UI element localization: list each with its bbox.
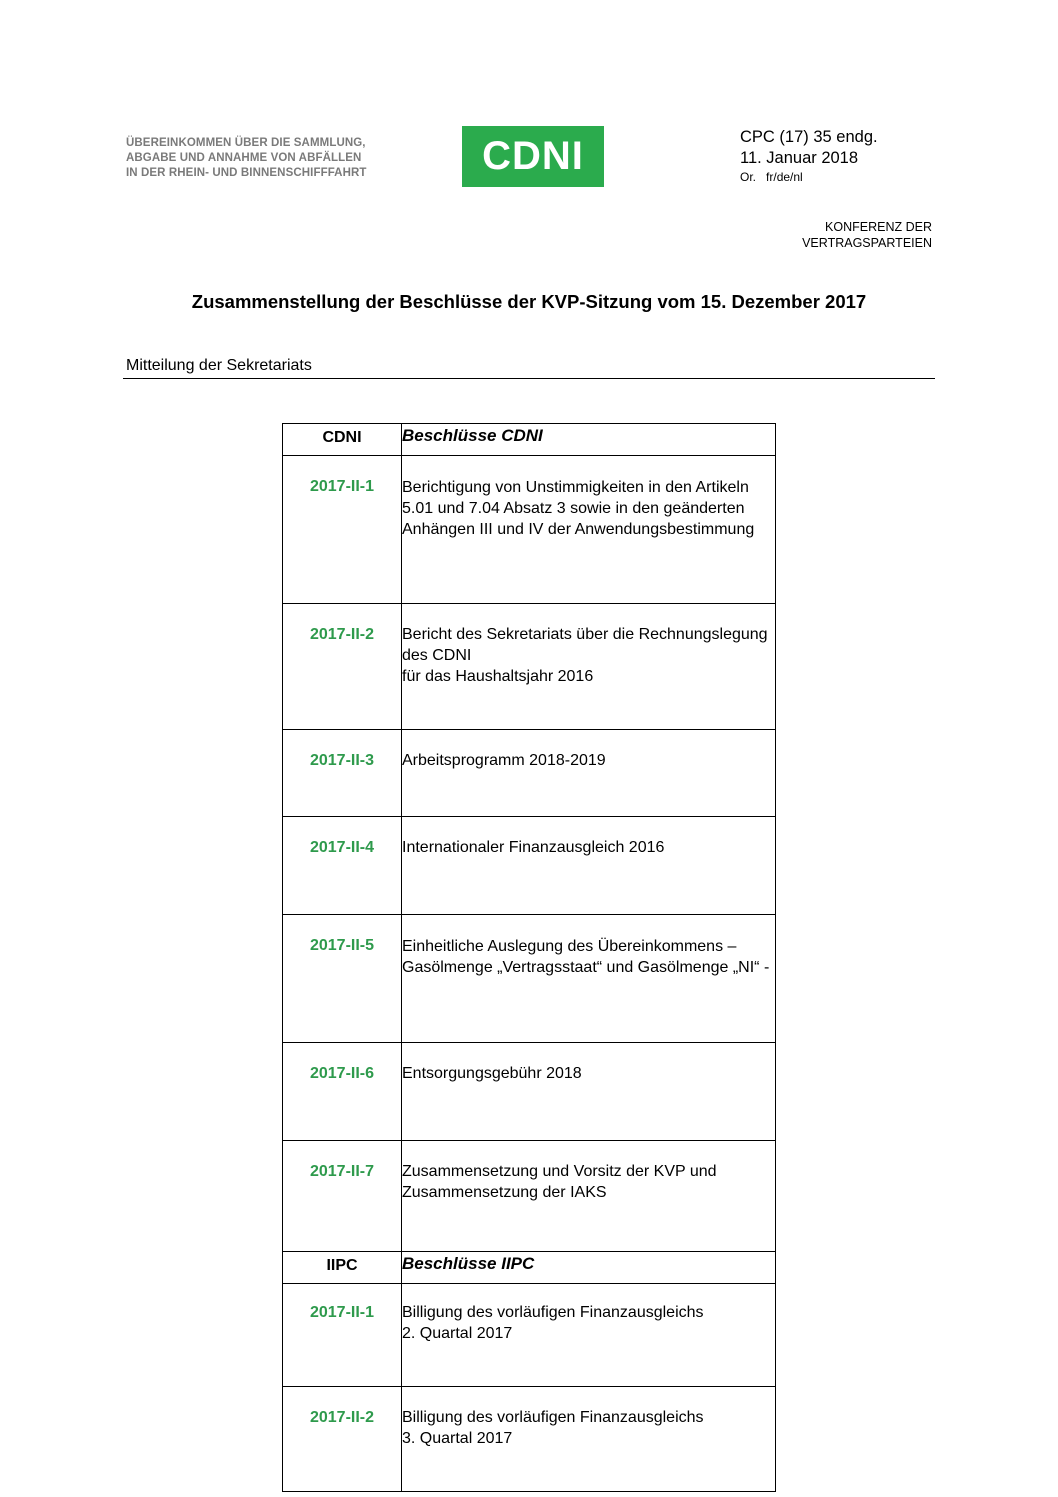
decision-text: Bericht des Sekretariats über die Rechnungslegung des CDNI für das Haushaltsjahr 2016 (402, 604, 776, 730)
org-line: IN DER RHEIN- UND BINNENSCHIFFFAHRT (126, 167, 367, 179)
decision-code-cell (283, 817, 402, 915)
decision-code: 2017-II-2 (309, 626, 375, 643)
page-title: Zusammenstellung der Beschlüsse der KVP-Sitzung vom 15. Dezember 2017 (191, 291, 867, 312)
document-reference (740, 127, 878, 185)
doc-date: 11. Januar 2018 (740, 149, 859, 167)
decision-code: 2017-II-5 (309, 937, 375, 954)
org-line: ÜBEREINKOMMEN ÜBER DIE SAMMLUNG, (126, 137, 366, 149)
cdni-logo: CDNI (462, 126, 604, 187)
table-row (283, 1284, 776, 1387)
decision-code: 2017-II-4 (309, 839, 375, 856)
notice-text: Mitteilung der Sekretariats (126, 357, 312, 374)
section-heading: Beschlüsse CDNI (402, 424, 776, 456)
decision-code-cell (283, 730, 402, 817)
decisions-table (282, 423, 776, 1492)
section-header-row (283, 424, 776, 456)
decision-code: 2017-II-1 (309, 1304, 375, 1321)
decision-text: Einheitliche Auslegung des Übereinkommens – Gasölmenge „Vertragsstaat“ und Gasölmenge „NI“ - (402, 915, 776, 1043)
original-languages (740, 169, 878, 185)
table-row (283, 915, 776, 1043)
table-row (283, 817, 776, 915)
org-line: ABGABE UND ANNAHME VON ABFÄLLEN (126, 152, 362, 164)
conference-line: VERTRAGSPARTEIEN (802, 236, 932, 250)
decision-code-cell (283, 456, 402, 604)
orig-langs: fr/de/nl (766, 170, 803, 184)
decision-code: 2017-II-1 (309, 478, 375, 495)
decision-text: Zusammensetzung und Vorsitz der KVP und Zusammensetzung der IAKS (402, 1141, 776, 1252)
table-row (283, 1043, 776, 1141)
decision-code-cell (283, 1284, 402, 1387)
decision-code: 2017-II-3 (309, 752, 375, 769)
section-code: IIPC (283, 1252, 402, 1284)
table-row (283, 1141, 776, 1252)
decision-code-cell (283, 1387, 402, 1492)
decision-text: Berichtigung von Unstimmigkeiten in den Artikeln 5.01 und 7.04 Absatz 3 sowie in den geänderten Anhängen III und IV der Anwendungsbestimmung (402, 456, 776, 604)
decision-code: 2017-II-7 (309, 1163, 375, 1180)
decision-code-cell (283, 1141, 402, 1252)
table-row (283, 456, 776, 604)
section-heading: Beschlüsse IIPC (402, 1252, 776, 1284)
decision-text: Arbeitsprogramm 2018-2019 (402, 730, 776, 817)
conference-line: KONFERENZ DER (825, 220, 932, 234)
divider (123, 378, 935, 379)
table-row (283, 604, 776, 730)
organization-name (126, 136, 367, 181)
decision-text: Billigung des vorläufigen Finanzausgleichs 2. Quartal 2017 (402, 1284, 776, 1387)
decision-text: Internationaler Finanzausgleich 2016 (402, 817, 776, 915)
doc-ref: CPC (17) 35 endg. (740, 128, 878, 146)
decision-code-cell (283, 604, 402, 730)
decision-code-cell (283, 1043, 402, 1141)
conference-label (802, 219, 932, 251)
table-row (283, 730, 776, 817)
orig-label: Or. (740, 170, 757, 184)
decision-code: 2017-II-2 (309, 1409, 375, 1426)
decision-text: Billigung des vorläufigen Finanzausgleichs 3. Quartal 2017 (402, 1387, 776, 1492)
decision-code: 2017-II-6 (309, 1065, 375, 1082)
table-row (283, 1387, 776, 1492)
section-code: CDNI (283, 424, 402, 456)
section-header-row (283, 1252, 776, 1284)
decision-text: Entsorgungsgebühr 2018 (402, 1043, 776, 1141)
decision-code-cell (283, 915, 402, 1043)
